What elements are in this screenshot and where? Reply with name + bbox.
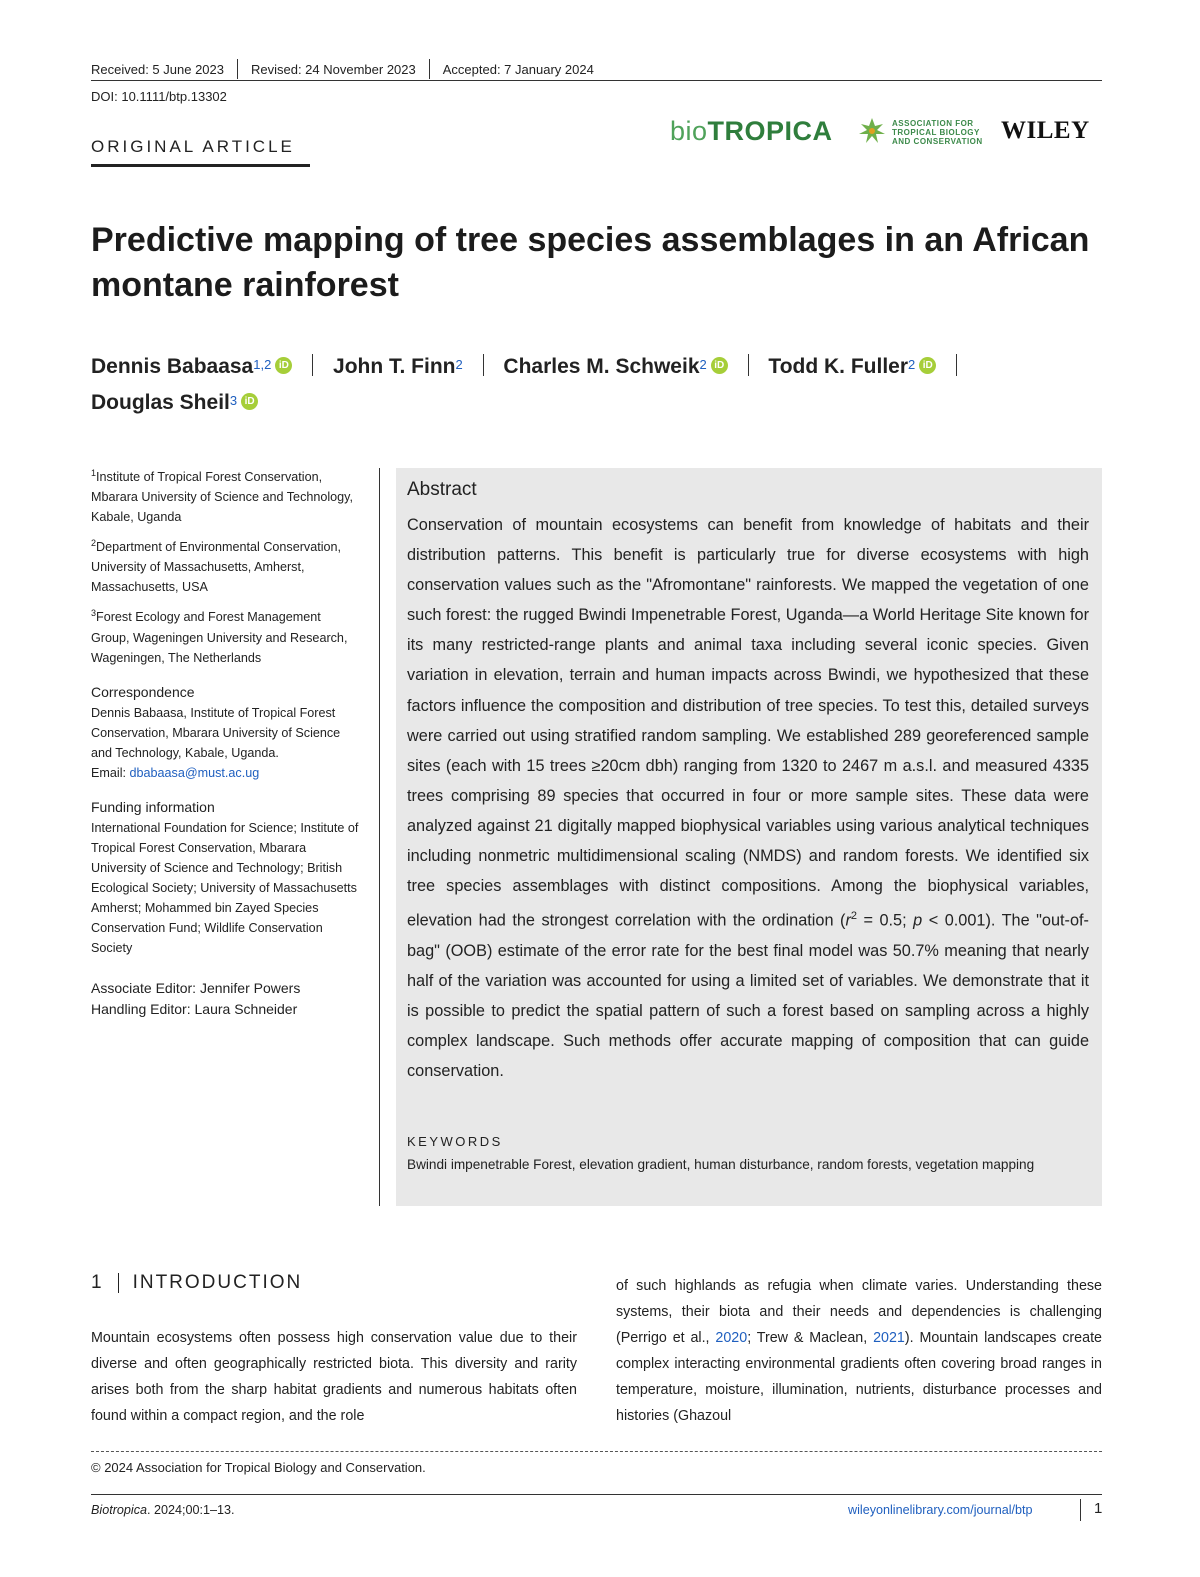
body-text: of such highlands as refugia when climate varies. Understanding these systems, their biota and their needs and dependencies is challenging (Perrigo et al., [616, 1278, 1102, 1346]
body-column-left: Mountain ecosystems often possess high conservation value due to their diverse and often geographically restricted biota. This diversity and rarity arises both from the sharp habitat gradients and numerous habitats often found within a compact region, and the role [91, 1330, 577, 1424]
affiliation-number: 1 [91, 468, 97, 478]
citation-journal: Biotropica [91, 1503, 148, 1517]
affiliation-ref[interactable]: 2 [455, 357, 463, 372]
paper-title [91, 218, 1091, 308]
citation-details: . 2024;00:1–13. [147, 1503, 235, 1517]
footer-rule [91, 1494, 1102, 1495]
divider [312, 354, 313, 376]
sidebar-divider [379, 468, 380, 1206]
copyright-notice: © 2024 Association for Tropical Biology and Conservation. [91, 1460, 426, 1475]
affiliation-text: Department of Environmental Conservation, University of Massachusetts, Amherst, Massachusetts, USA [91, 540, 342, 595]
divider [956, 354, 957, 376]
divider [483, 354, 484, 376]
correspondence-address: Dennis Babaasa, Institute of Tropical Forest Conservation, Mbarara University of Science and Technology, Kabale, Uganda. [91, 705, 341, 760]
abstract-part: 2 [850, 910, 857, 923]
title-line: montane rainforest [91, 266, 399, 304]
section-heading [91, 1272, 302, 1294]
affiliation [91, 463, 361, 527]
article-type: ORIGINAL ARTICLE [91, 137, 295, 156]
affiliation-ref[interactable]: 2 [908, 357, 916, 372]
author-name[interactable]: John T. Finn [333, 355, 456, 378]
accepted-date: Accepted: 7 January 2024 [442, 61, 594, 77]
author-list [91, 349, 1091, 421]
divider [118, 1273, 119, 1293]
logo-part-bio: bio [670, 116, 708, 146]
affiliation-ref[interactable]: 1,2 [253, 357, 272, 372]
article-type-underline [91, 164, 310, 167]
email-link[interactable]: dbabaasa@must.ac.ug [129, 765, 260, 780]
body-column-right [616, 1273, 1102, 1429]
front-matter-sidebar [91, 463, 361, 1019]
section-title: INTRODUCTION [132, 1272, 303, 1293]
author-name[interactable]: Dennis Babaasa [91, 355, 254, 378]
abstract-part: Conservation of mountain ecosystems can benefit from knowledge of habitats and their distribution patterns. This benefit is particularly true for diverse ecosystems with high conservation values such as the "Afromontane" rainforests. We mapped the vegetation of one such forest: the rugged Bwindi Impenetrable Forest, Uganda—a World Heritage Site known for its many restricted-range plants and animal taxa including several iconic species. Given variation in elevation, terrain and human impacts across Bwindi, we hypothesized that these factors influence the composition and distribution of tree species. To test this, detailed surveys were carried out using stratified random sampling. We established 289 georeferenced sample sites (each with 15 trees ≥20cm dbh) ranging from 1320 to 2467 m a.s.l. and measured 4335 trees comprising 89 species that occurred in four or more sample sites. These data were analyzed against 21 digitally mapped biophysical variables using various analytical techniques including nonmetric multidimensional scaling (NMDS) and random forests. We identified six tree species assemblages with distinct compositions. Among the biophysical variables, elevation had the strongest correlation with the ordination ( [407, 516, 1089, 930]
biotropica-logo [670, 116, 833, 147]
atbc-line: ASSOCIATION FOR [892, 119, 974, 128]
affiliation-ref[interactable]: 3 [229, 393, 238, 408]
revised-date: Revised: 24 November 2023 [250, 61, 416, 77]
atbc-line: TROPICAL BIOLOGY [892, 128, 980, 137]
funding-heading: Funding information [91, 798, 215, 815]
affiliation-number: 2 [91, 538, 97, 549]
logo-part-tropica: TROPICA [707, 116, 833, 146]
atbc-line: AND CONSERVATION [892, 137, 983, 146]
citation-link[interactable]: 2020 [715, 1330, 748, 1346]
orcid-icon[interactable]: iD [711, 357, 728, 374]
affiliation [91, 603, 361, 667]
body-text: ; Trew & Maclean, [747, 1330, 874, 1346]
abstract-heading: Abstract [407, 479, 477, 500]
orcid-icon[interactable]: iD [919, 357, 936, 374]
received-date: Received: 5 June 2023 [91, 61, 224, 77]
divider [748, 354, 749, 376]
wiley-logo: WILEY [1001, 117, 1090, 144]
header-rule [91, 80, 1102, 81]
atbc-leaf-icon [857, 116, 887, 148]
abstract-part: r [845, 911, 851, 930]
email-label: Email: [91, 765, 130, 780]
orcid-icon[interactable]: iD [241, 393, 258, 410]
author-name[interactable]: Douglas Sheil [91, 391, 230, 414]
author-line [91, 349, 1091, 385]
citation-link[interactable]: 2021 [873, 1330, 905, 1346]
abstract-text [407, 510, 1089, 1086]
abstract-part: p [913, 911, 923, 930]
keywords-text: Bwindi impenetrable Forest, elevation gradient, human disturbance, random forests, vegetation mapping [407, 1157, 1035, 1172]
orcid-icon[interactable]: iD [275, 357, 292, 374]
section-number: 1 [91, 1272, 104, 1293]
affiliation-ref[interactable]: 2 [699, 357, 707, 372]
keywords-heading: KEYWORDS [407, 1134, 503, 1149]
abstract-part: < 0.001). The "out-of-bag" (OOB) estimate of the error rate for the best final model was 50.7% meaning that nearly half of the variation was accounted for using a limited set of variables. We demonstrate that it is possible to predict the spatial pattern of such a forest based on sampling across a highly complex landscape. Such methods offer accurate mapping of composition that can guide conservation. [407, 911, 1089, 1081]
handling-editor: Handling Editor: Laura Schneider [91, 1000, 298, 1017]
associate-editor: Associate Editor: Jennifer Powers [91, 979, 301, 996]
correspondence-heading: Correspondence [91, 683, 195, 700]
article-history [91, 59, 594, 79]
doi[interactable]: DOI: 10.1111/btp.13302 [91, 89, 227, 104]
author-name[interactable]: Charles M. Schweik [503, 355, 700, 378]
title-line: Predictive mapping of tree species assemblages in an African [91, 221, 1090, 259]
divider [1080, 1499, 1081, 1521]
abstract-part: = 0.5; [856, 911, 914, 930]
page-number: 1 [1094, 1500, 1103, 1517]
divider [429, 59, 430, 79]
funding-text: International Foundation for Science; Institute of Tropical Forest Conservation, Mbarara University of Science and Technology; British Ecological Society; University of Massachusetts Amherst; Mohammed bin Zayed Species Conservation Fund; Wildlife Conservation Society [91, 820, 359, 955]
author-line [91, 385, 1091, 421]
correspondence-text [91, 703, 361, 783]
affiliation-text: Forest Ecology and Forest Management Group, Wageningen University and Research, Wageningen, The Netherlands [91, 610, 348, 665]
affiliation-text: Institute of Tropical Forest Conservation, Mbarara University of Science and Technology, Kabale, Uganda [91, 470, 354, 525]
journal-url[interactable]: wileyonlinelibrary.com/journal/btp [848, 1503, 1033, 1517]
journal-citation [91, 1503, 235, 1517]
divider [237, 59, 238, 79]
footnote-rule [91, 1451, 1102, 1452]
author-name[interactable]: Todd K. Fuller [768, 355, 909, 378]
body-text: ). Mountain landscapes create complex interacting environmental gradients often covering broad ranges in temperature, moisture, illumination, nutrients, disturbance processes and histories (Ghazoul [616, 1330, 1103, 1424]
affiliation-number: 3 [91, 608, 97, 619]
affiliation [91, 533, 361, 597]
atbc-logo-text [892, 119, 983, 146]
